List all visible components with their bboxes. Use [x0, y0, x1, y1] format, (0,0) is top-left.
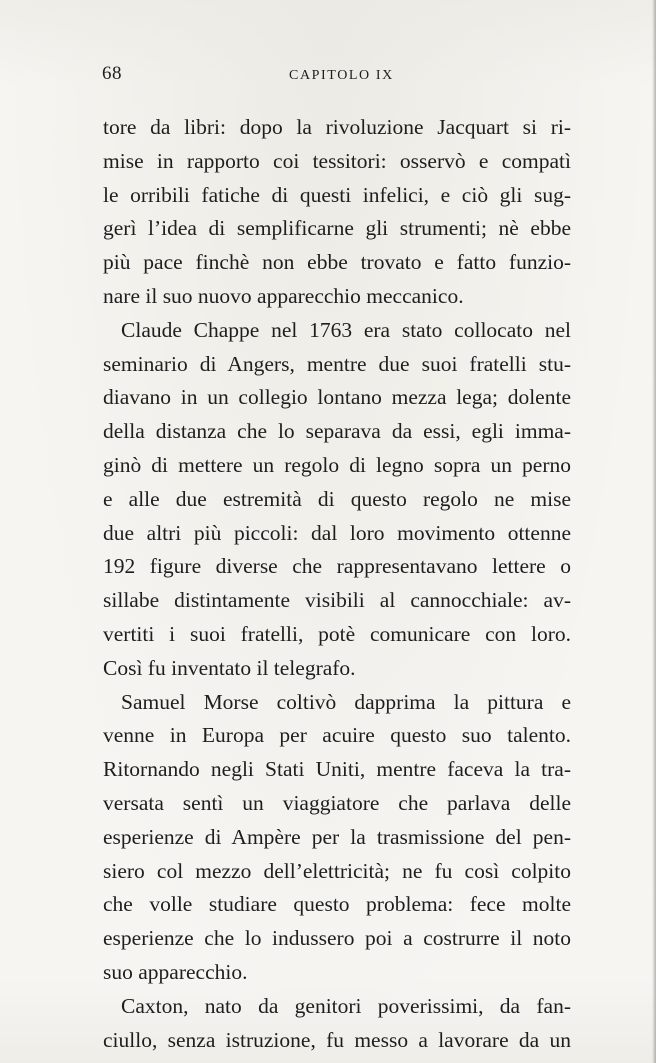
text-line: della distanza che lo separava da essi, egli imma-	[103, 419, 571, 444]
text-line: venne in Europa per acuire questo suo talento.	[103, 723, 571, 748]
text-line: ciullo, senza istruzione, fu messo a lavorare da un	[103, 1027, 571, 1052]
text-line: suo apparecchio.	[103, 959, 248, 984]
text-line: Caxton, nato da genitori poverissimi, da fan-	[121, 993, 571, 1018]
text-line: che volle studiare questo problema: fece molte	[103, 892, 571, 917]
text-line: sillabe distintamente visibili al cannocchiale: av-	[103, 588, 571, 613]
text-line: Samuel Morse coltivò dapprima la pittura e	[121, 689, 571, 714]
text-line: vertiti i suoi fratelli, potè comunicare con loro.	[103, 621, 571, 646]
running-head: CAPITOLO IX	[289, 68, 394, 83]
text-line: Claude Chappe nel 1763 era stato collocato nel	[121, 317, 571, 342]
text-line: nare il suo nuovo apparecchio meccanico.	[103, 283, 464, 308]
text-line: e alle due estremità di questo regolo ne mise	[103, 486, 571, 511]
text-line: esperienze di Ampère per la trasmissione del pen-	[103, 824, 571, 849]
text-line: 192 figure diverse che rappresentavano lettere o	[103, 554, 571, 579]
page-number: 68	[102, 63, 122, 84]
text-line: mise in rapporto coi tessitori: osservò e compatì	[103, 148, 571, 173]
text-line: le orribili fatiche di questi infelici, e ciò gli sug-	[103, 182, 571, 207]
text-line: Così fu inventato il telegrafo.	[103, 655, 356, 680]
text-line: Ritornando negli Stati Uniti, mentre faceva la tra-	[103, 757, 571, 782]
text-line: siero col mezzo dell’elettricità; ne fu così colpito	[103, 858, 571, 883]
body-text	[103, 111, 571, 1057]
text-line: gerì l’idea di semplificarne gli strumenti; nè ebbe	[103, 216, 571, 241]
text-line: versata sentì un viaggiatore che parlava delle	[103, 790, 571, 815]
text-line: seminario di Angers, mentre due suoi fratelli stu-	[103, 351, 571, 376]
page-edge-shadow	[652, 0, 656, 1063]
text-line: più pace finchè non ebbe trovato e fatto funzio-	[103, 250, 571, 275]
text-line: diavano in un collegio lontano mezza lega; dolente	[103, 385, 571, 410]
text-line: ginò di mettere un regolo di legno sopra un perno	[103, 452, 571, 477]
text-line: tore da libri: dopo la rivoluzione Jacquart si ri-	[103, 115, 571, 139]
text-line: esperienze che lo indussero poi a costrurre il noto	[103, 926, 571, 951]
text-line: due altri più piccoli: dal loro movimento ottenne	[103, 520, 571, 545]
